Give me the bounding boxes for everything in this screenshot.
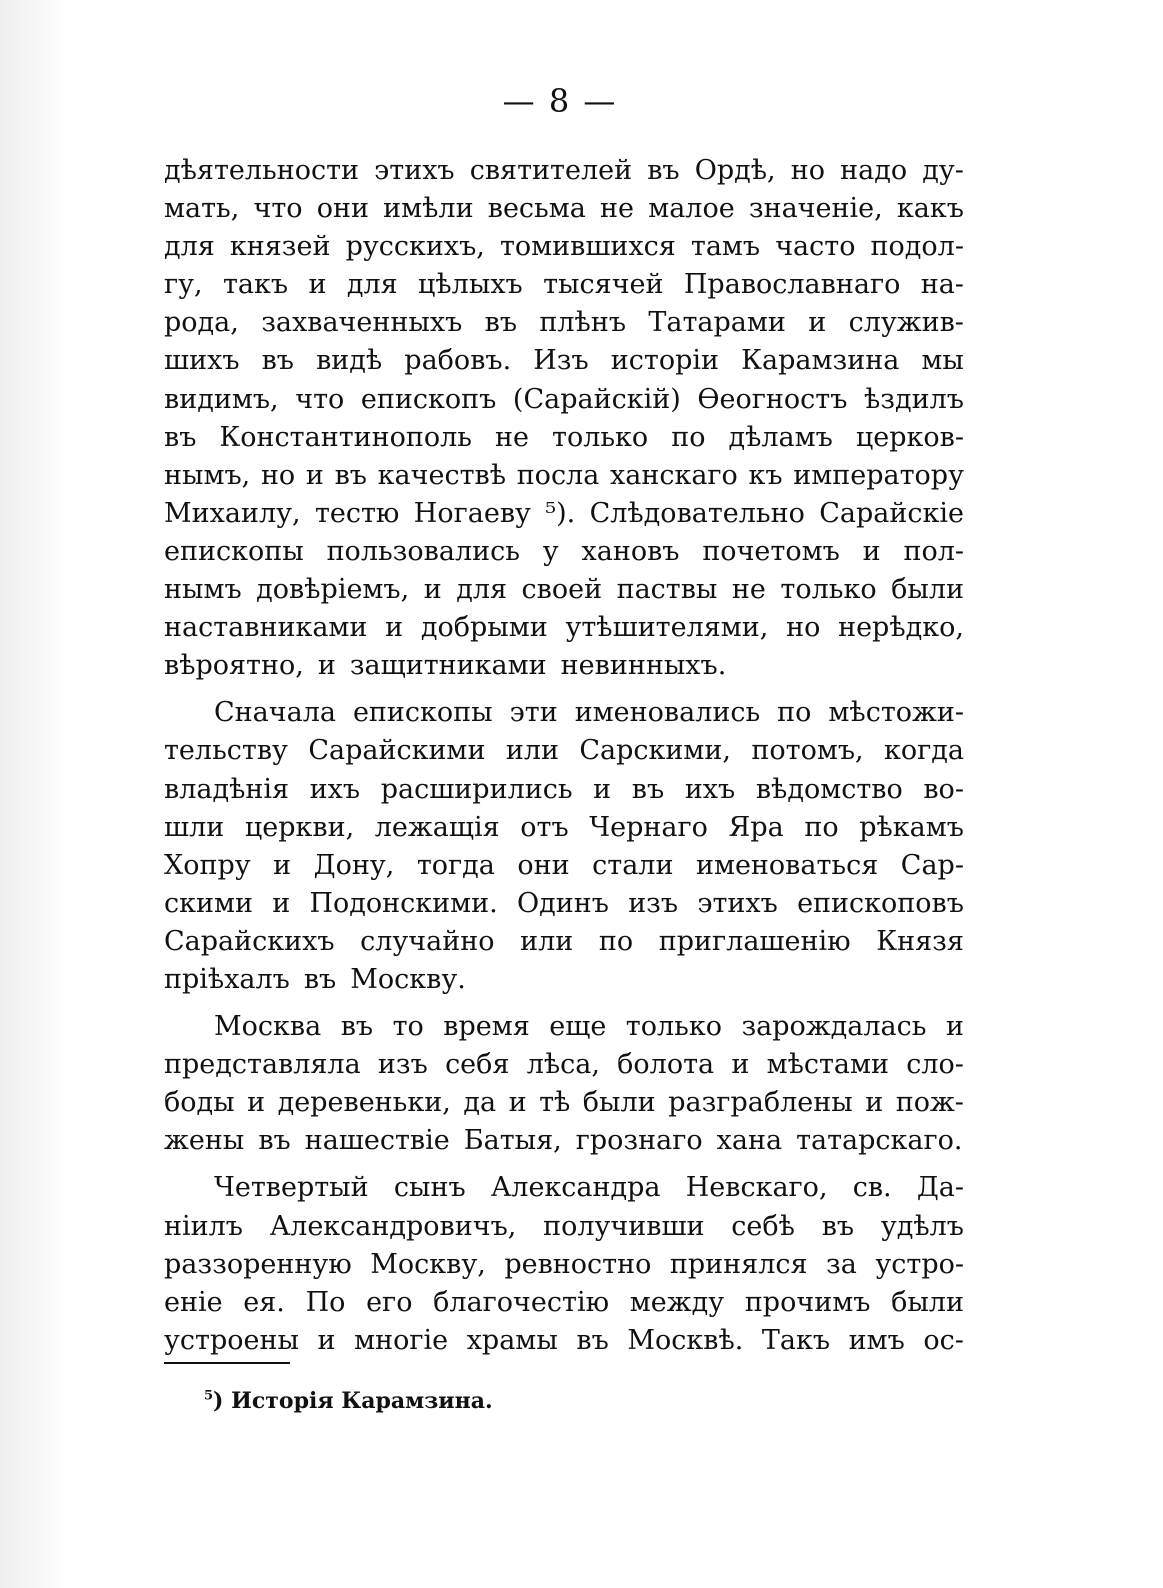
text-line	[164, 228, 964, 266]
word: и	[247, 1087, 266, 1119]
word: Москву,	[370, 1248, 486, 1280]
word: почетомъ	[702, 535, 840, 567]
word: къ	[748, 459, 783, 491]
word: Сарскими,	[579, 735, 731, 767]
word: себѣ	[731, 1210, 795, 1242]
text-line	[164, 923, 964, 961]
word: Четвертый	[214, 1172, 369, 1204]
word: исторіи	[610, 345, 720, 377]
word: качествѣ	[377, 459, 506, 491]
word: дѣятельности	[164, 155, 360, 186]
word: Ордѣ,	[694, 155, 776, 186]
word: для	[164, 231, 215, 263]
word: и	[308, 269, 327, 301]
word: въ	[164, 421, 197, 453]
text-line	[164, 1322, 964, 1360]
word: пож-	[895, 1087, 964, 1119]
word: Москву.	[350, 963, 466, 995]
word: расширились	[380, 773, 573, 805]
word: нымъ	[164, 574, 242, 606]
word: какъ	[896, 193, 964, 225]
text-line	[164, 571, 964, 609]
word: и	[865, 1087, 884, 1119]
word: изъ	[377, 1049, 428, 1081]
word: не	[731, 574, 766, 606]
word: были	[891, 1286, 964, 1318]
footnote-text: ) Исторія Карамзина.	[213, 1388, 493, 1414]
word: тѣ	[539, 1087, 571, 1119]
word: Слѣдовательно	[589, 497, 805, 529]
word: Сарайскихъ	[164, 925, 335, 957]
word: церков-	[855, 421, 964, 453]
word: гу,	[164, 269, 203, 301]
word: именоваться	[695, 849, 879, 881]
word: Чернаго	[589, 811, 708, 843]
word: видѣ	[316, 345, 383, 377]
word: Михаилу,	[164, 497, 301, 529]
word: скими	[164, 887, 253, 919]
word: плѣнъ	[539, 307, 626, 339]
word: ихъ	[309, 773, 361, 805]
word: приглашенію	[658, 925, 851, 957]
word: ду-	[922, 155, 964, 186]
word: Князя	[876, 925, 964, 957]
word: шихъ	[164, 345, 240, 377]
word: потомъ,	[751, 735, 864, 767]
word: паствы	[616, 574, 718, 606]
word: они	[316, 193, 369, 225]
word: Яра	[728, 811, 784, 843]
word: и	[273, 849, 292, 881]
word: служив-	[848, 307, 964, 339]
word: пріѣхалъ	[164, 963, 290, 995]
text-line	[164, 457, 964, 495]
word: храмы	[466, 1324, 558, 1356]
word: они	[517, 849, 570, 881]
word: надо	[840, 155, 908, 186]
word: не	[495, 421, 529, 453]
scan-edge-shade	[0, 0, 70, 1588]
word: этихъ	[697, 887, 778, 919]
text-line	[164, 885, 964, 923]
text-line	[164, 1122, 964, 1160]
word: тысячей	[543, 269, 664, 301]
text-line	[164, 1246, 964, 1284]
word: зарождалась	[741, 1011, 927, 1043]
text-line	[164, 961, 964, 999]
paragraph	[164, 1169, 964, 1359]
word: Сарайскіе	[819, 497, 964, 529]
word: князей	[229, 231, 331, 263]
word: что	[295, 383, 345, 415]
paragraph	[164, 1008, 964, 1160]
text-line	[164, 647, 964, 685]
word: только	[780, 574, 877, 606]
word: болота	[617, 1049, 715, 1081]
word: для	[346, 269, 398, 301]
word: только	[552, 421, 649, 453]
word: Подонскими.	[309, 887, 498, 919]
text-line	[164, 152, 964, 190]
word: въ	[631, 773, 665, 805]
word: мѣстожи-	[828, 697, 964, 729]
word: въ	[821, 1210, 855, 1242]
word: захваченныхъ	[261, 307, 463, 339]
word: видимъ,	[164, 383, 279, 415]
word: малое	[648, 193, 735, 225]
word: невинныхъ.	[560, 650, 727, 682]
word: Сар-	[900, 849, 964, 881]
word: епископы	[164, 535, 304, 567]
word: значеніе,	[748, 193, 883, 225]
word: да	[463, 1087, 497, 1119]
text-line	[164, 694, 964, 732]
word: то	[392, 1011, 424, 1043]
body-text	[164, 152, 964, 1369]
word: своей	[521, 574, 603, 606]
word: довѣріемъ,	[256, 574, 410, 606]
word: въ	[334, 459, 367, 491]
word: лѣса,	[526, 1049, 600, 1081]
word: рода,	[164, 307, 239, 339]
word: тамъ	[690, 231, 761, 263]
word: ніилъ	[164, 1210, 243, 1242]
word: ⁵).	[545, 497, 576, 529]
word: и	[317, 1324, 336, 1356]
word: нымъ,	[164, 459, 251, 491]
word: часто	[775, 231, 856, 263]
word: Москва	[214, 1011, 322, 1043]
word: святителей	[469, 155, 633, 186]
text-line	[164, 419, 964, 457]
word: его	[366, 1286, 413, 1318]
word: многіе	[354, 1324, 449, 1356]
text-line	[164, 771, 964, 809]
word: получивши	[543, 1210, 705, 1242]
word: ея.	[243, 1286, 285, 1318]
word: были	[891, 574, 964, 606]
word: ѣздилъ	[864, 383, 964, 415]
word: мы	[921, 345, 964, 377]
word: Невскаго,	[685, 1172, 828, 1204]
word: и	[423, 574, 442, 606]
word: добрыми	[420, 612, 548, 644]
word: устро-	[875, 1248, 964, 1280]
word: въ	[261, 345, 294, 377]
text-line	[164, 1169, 964, 1207]
word: Карамзина	[741, 345, 900, 377]
word: въ	[258, 1125, 291, 1157]
word: только	[625, 1011, 722, 1043]
word: по	[598, 925, 634, 957]
word: имъ	[848, 1324, 905, 1356]
word: епископы	[352, 697, 493, 729]
word: подол-	[870, 231, 964, 263]
text-line	[164, 609, 964, 647]
text-line	[164, 1008, 964, 1046]
word: прочимъ	[744, 1286, 871, 1318]
word: тогда	[416, 849, 495, 881]
word: Хопру	[164, 849, 251, 881]
text-line	[164, 732, 964, 770]
word: отъ	[520, 811, 569, 843]
word: разграблены	[668, 1087, 853, 1119]
word: наставниками	[164, 612, 368, 644]
word: вѣроятно,	[164, 650, 304, 682]
word: но	[260, 459, 296, 491]
footnote-divider	[164, 1362, 290, 1364]
word: Сарайскими	[308, 735, 486, 767]
word: этихъ	[374, 155, 455, 186]
word: на-	[920, 269, 964, 301]
word: Александровичъ,	[269, 1210, 517, 1242]
page-number: — 8 —	[502, 82, 618, 120]
word: мать,	[164, 193, 240, 225]
word: сло-	[906, 1049, 964, 1081]
word: въ	[647, 155, 680, 186]
word: раззоренную	[164, 1248, 352, 1280]
word: въ	[576, 1324, 609, 1356]
word: по	[777, 697, 812, 729]
paragraph	[164, 694, 964, 999]
word: пользовались	[326, 535, 520, 567]
text-line	[164, 1084, 964, 1122]
word: или	[520, 925, 574, 957]
word: Ногаеву	[413, 497, 531, 529]
word: грознаго	[575, 1125, 703, 1157]
footnote-marker: 5	[204, 1388, 214, 1404]
word: мѣстами	[766, 1049, 890, 1081]
word: татарскаго.	[796, 1125, 963, 1157]
word: Изъ	[533, 345, 589, 377]
word: Такъ	[761, 1324, 831, 1356]
word: Константинополь	[219, 421, 472, 453]
word: Татарами	[648, 307, 786, 339]
word: Сначала	[214, 697, 336, 729]
word: епископовъ	[797, 887, 964, 919]
text-line	[164, 342, 964, 380]
text-line	[164, 1208, 964, 1246]
word: но	[790, 155, 826, 186]
word: ревностно	[504, 1248, 652, 1280]
word: такъ	[223, 269, 289, 301]
word: тестю	[314, 497, 400, 529]
word: Дону,	[313, 849, 395, 881]
word: томившихся	[499, 231, 676, 263]
word: и	[945, 1011, 964, 1043]
word: въ	[340, 1011, 374, 1043]
footnote	[204, 1388, 493, 1414]
word: по	[671, 421, 706, 453]
word: и	[808, 307, 827, 339]
word: эти	[509, 697, 558, 729]
word: деревеньки,	[277, 1087, 451, 1119]
word: удѣлъ	[880, 1210, 964, 1242]
word: за	[826, 1248, 857, 1280]
text-line	[164, 304, 964, 342]
word: что	[253, 193, 303, 225]
text-line	[164, 1284, 964, 1322]
word: между	[629, 1286, 725, 1318]
word: во-	[923, 773, 964, 805]
text-line	[164, 190, 964, 228]
word: Александра	[490, 1172, 661, 1204]
word: русскихъ,	[345, 231, 485, 263]
word: были	[582, 1087, 656, 1119]
word: еще	[549, 1011, 607, 1043]
word: пол-	[903, 535, 964, 567]
word: ихъ	[684, 773, 736, 805]
word: весьма	[487, 193, 586, 225]
word: Ѳеогностъ	[697, 383, 848, 415]
word: епископъ	[360, 383, 497, 415]
word: церкви,	[244, 811, 355, 843]
text-line	[164, 533, 964, 571]
word: нашествіе	[304, 1125, 450, 1157]
text-line	[164, 381, 964, 419]
word: владѣнія	[164, 773, 290, 805]
word: Да-	[916, 1172, 964, 1204]
word: и	[272, 887, 291, 919]
word: у	[542, 535, 559, 567]
word: благочестію	[433, 1286, 610, 1318]
word: въ	[303, 963, 337, 995]
word: тельству	[164, 735, 288, 767]
word: изъ	[628, 887, 679, 919]
word: защитниками	[349, 650, 547, 682]
word: стали	[592, 849, 674, 881]
word: Москвѣ.	[627, 1324, 744, 1356]
word: представляла	[164, 1049, 361, 1081]
word: или	[505, 735, 559, 767]
word: и	[731, 1049, 750, 1081]
word: и	[305, 459, 324, 491]
word: еніе	[164, 1286, 223, 1318]
word: устроены	[164, 1324, 299, 1356]
text-line	[164, 847, 964, 885]
word: по	[804, 811, 839, 843]
word: лежащія	[374, 811, 500, 843]
word: Батыя,	[463, 1125, 562, 1157]
word: и	[385, 612, 404, 644]
paragraph	[164, 152, 964, 685]
word: рабовъ.	[404, 345, 512, 377]
word: По	[305, 1286, 346, 1318]
word: но	[786, 612, 821, 644]
word: рѣкамъ	[859, 811, 964, 843]
word: утѣшителями,	[565, 612, 769, 644]
text-line	[164, 266, 964, 304]
word: жены	[164, 1125, 245, 1157]
word: принялся	[669, 1248, 808, 1280]
word: ос-	[923, 1324, 964, 1356]
word: хановъ	[581, 535, 680, 567]
word: Православнаго	[683, 269, 901, 301]
word: не	[600, 193, 635, 225]
word: себя	[445, 1049, 510, 1081]
word: (Сарайскій)	[512, 383, 681, 415]
word: имѣли	[383, 193, 474, 225]
text-line	[164, 809, 964, 847]
word: именовались	[574, 697, 761, 729]
word: Одинъ	[517, 887, 609, 919]
word: дѣламъ	[728, 421, 833, 453]
word: ханскаго	[610, 459, 738, 491]
word: и	[862, 535, 881, 567]
word: посла	[516, 459, 600, 491]
word: вѣдомство	[755, 773, 903, 805]
word: св.	[852, 1172, 892, 1204]
word: императору	[793, 459, 964, 491]
word: и	[593, 773, 612, 805]
word: для	[456, 574, 508, 606]
word: когда	[884, 735, 964, 767]
word: сынъ	[393, 1172, 466, 1204]
text-line	[164, 495, 964, 533]
word: и	[508, 1087, 527, 1119]
word: нерѣдко,	[838, 612, 964, 644]
word: время	[443, 1011, 530, 1043]
word: въ	[484, 307, 518, 339]
word: хана	[716, 1125, 783, 1157]
word: случайно	[360, 925, 495, 957]
word: цѣлыхъ	[418, 269, 523, 301]
word: боды	[164, 1087, 235, 1119]
text-line	[164, 1046, 964, 1084]
word: шли	[164, 811, 225, 843]
word: и	[317, 650, 336, 682]
